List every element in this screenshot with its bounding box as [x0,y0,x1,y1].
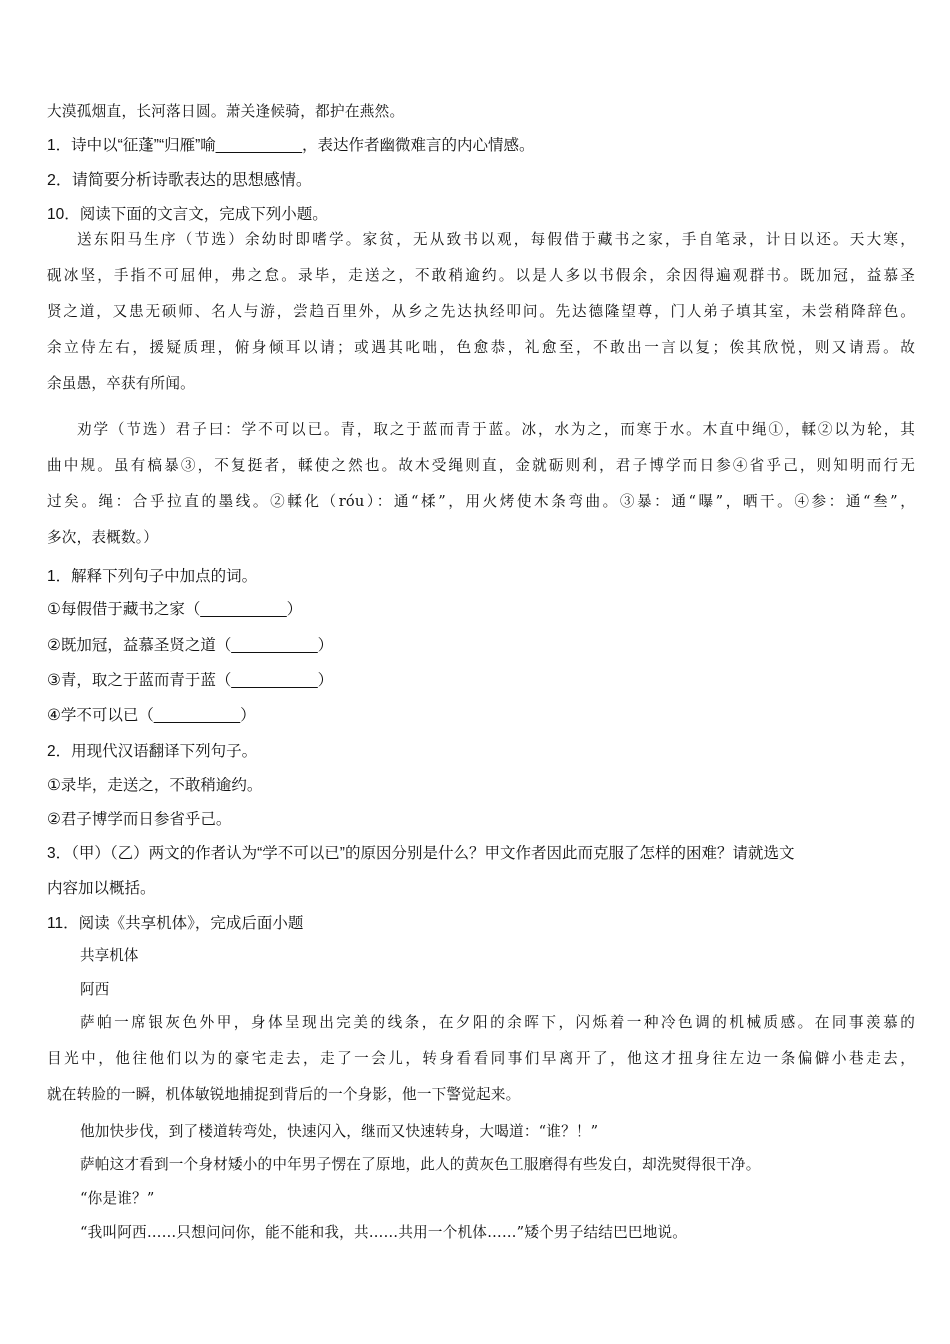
story-line: 萨帕一席银灰色外甲，身体呈现出完美的线条，在夕阳的余晖下，闪烁着一种冷色调的机械质感。在同事羡慕的 [80,1014,915,1031]
q10-sub2-item: ②君子博学而日参省乎己。 [47,811,232,828]
q10-sub1: 1．解释下列句子中加点的词。 [47,568,258,585]
story-paragraph-2: 他加快步伐，到了楼道转弯处，快速闪入，继而又快速转身，大喝道：“谁？！” [80,1123,599,1140]
passage-b-line: 劝学（节选）君子曰：学不可以已。青，取之于蓝而青于蓝。冰，水为之，而寒于水。木直中绳①，輮②以为轮，其 [77,421,915,438]
story-author: 阿西 [80,981,110,998]
q10-sub1-item: ③青，取之于蓝而青于蓝（__________） [47,672,334,689]
q9-sub2: 2．请简要分析诗歌表达的思想感情。 [47,172,312,189]
q10-sub3-line: 内容加以概括。 [47,880,156,897]
q11-heading: 11．阅读《共享机体》，完成后面小题 [47,915,304,932]
q10-sub1-item: ④学不可以已（__________） [47,707,256,724]
q9-sub1: 1．诗中以“征蓬”“归雁”喻__________，表达作者幽微难言的内心情感。 [47,137,535,154]
q10-passage-a [47,222,915,402]
passage-a-line: 贤之道，又患无硕师、名人与游，尝趋百里外，从乡之先达执经叩问。先达德隆望尊，门人弟子填其室，未尝稍降辞色。 [47,303,915,320]
q10-passage-b [47,412,915,556]
story-line: 就在转脸的一瞬，机体敏锐地捕捉到背后的一个身影，他一下警觉起来。 [47,1086,521,1103]
q10-sub1-item: ①每假借于藏书之家（__________） [47,601,303,618]
q10-sub2: 2．用现代汉语翻译下列句子。 [47,743,258,760]
passage-b-line: 曲中规。虽有槁暴③，不复挺者，輮使之然也。故木受绳则直，金就砺则利，君子博学而日参④省乎己，则知明而行无 [47,457,915,474]
q10-sub3-line: 3．（甲）（乙）两文的作者认为“学不可以已”的原因分别是什么？甲文作者因此而克服了怎样的困难？请就选文 [47,845,795,862]
story-paragraph-5: “我叫阿西……只想问问你，能不能和我，共……共用一个机体……”矮个男子结结巴巴地说。 [80,1224,688,1241]
passage-b-line: 多次，表概数。） [47,529,159,546]
story-paragraph-3: 萨帕这才看到一个身材矮小的中年男子愣在了原地，此人的黄灰色工服磨得有些发白，却洗熨得很干净。 [80,1156,761,1173]
poem-last-line: 大漠孤烟直，长河落日圆。萧关逢候骑，都护在燕然。 [47,103,405,120]
story-line: 目光中，他往他们以为的豪宅走去，走了一会儿，转身看看同事们早离开了，他这才扭身往左边一条偏僻小巷走去， [47,1050,915,1067]
story-paragraph-1 [47,1005,915,1113]
story-paragraph-4: “你是谁？” [80,1190,155,1207]
q10-sub2-item: ①录毕，走送之，不敢稍逾约。 [47,777,263,794]
passage-a-line: 送东阳马生序（节选）余幼时即嗜学。家贫，无从致书以观，每假借于藏书之家，手自笔录，计日以还。天大寒， [77,231,915,248]
q10-sub1-item: ②既加冠，益慕圣贤之道（__________） [47,637,334,654]
q10-heading: 10．阅读下面的文言文，完成下列小题。 [47,206,328,223]
passage-b-line: 过矣。绳：合乎拉直的墨线。②輮化（róu）：通“楺”，用火烤使木条弯曲。③暴：通“曝”，晒干。④参：通“叁”， [47,493,915,510]
story-title: 共享机体 [80,947,139,964]
passage-a-line: 余立侍左右，援疑质理，俯身倾耳以请；或遇其叱咄，色愈恭，礼愈至，不敢出一言以复；俟其欣悦，则又请焉。故 [47,339,915,356]
passage-a-line: 砚冰坚，手指不可屈伸，弗之怠。录毕，走送之，不敢稍逾约。以是人多以书假余，余因得遍观群书。既加冠，益慕圣 [47,267,915,284]
passage-a-line: 余虽愚，卒获有所闻。 [47,375,195,392]
